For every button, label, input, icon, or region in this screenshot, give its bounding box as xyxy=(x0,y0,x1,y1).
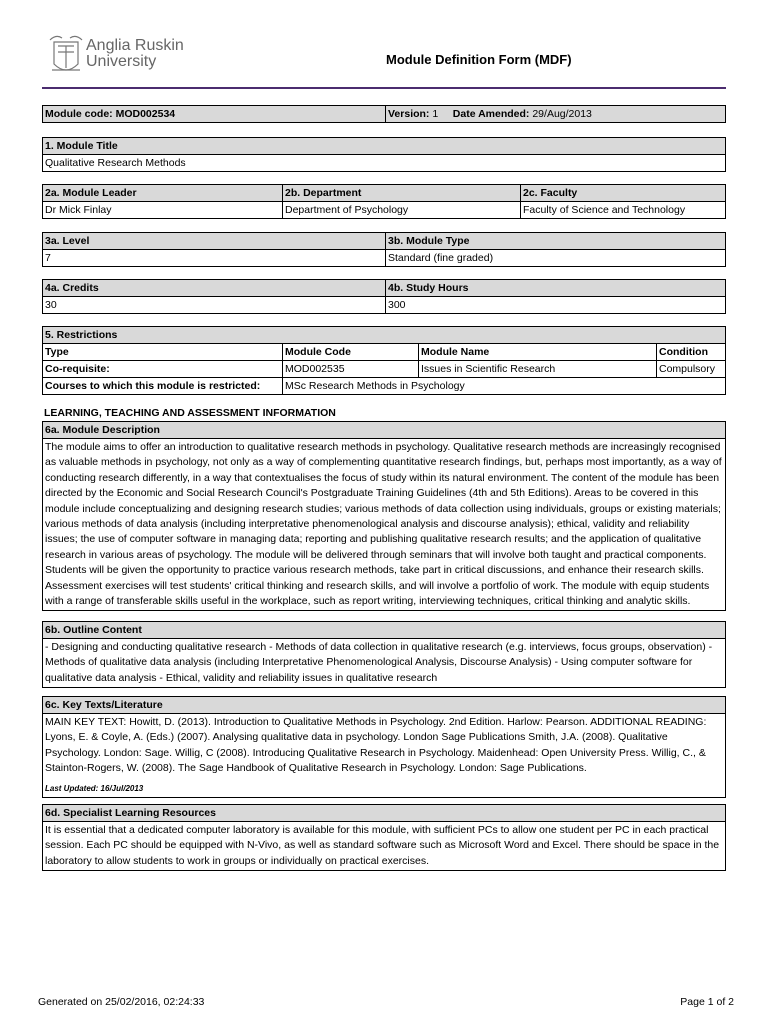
level-value: 7 xyxy=(43,250,386,267)
module-type-label: 3b. Module Type xyxy=(386,233,726,250)
module-description-label: 6a. Module Description xyxy=(43,422,726,439)
module-title-label: 1. Module Title xyxy=(43,138,726,155)
study-hours-value: 300 xyxy=(386,297,726,314)
module-meta-table xyxy=(42,105,726,123)
key-texts-cell xyxy=(43,714,726,798)
level-label: 3a. Level xyxy=(43,233,386,250)
credits-value: 30 xyxy=(43,297,386,314)
row2-value: MSc Research Methods in Psychology xyxy=(283,378,726,395)
restrictions-table xyxy=(42,326,726,395)
module-title-value: Qualitative Research Methods xyxy=(43,155,726,172)
title-divider xyxy=(42,87,726,89)
restrictions-label: 5. Restrictions xyxy=(43,327,726,344)
col-module-code: Module Code xyxy=(283,344,419,361)
row2-type: Courses to which this module is restricted: xyxy=(43,378,283,395)
date-amended-label: Date Amended: xyxy=(452,108,530,120)
module-leader-value: Dr Mick Finlay xyxy=(43,202,283,219)
row1-condition: Compulsory xyxy=(657,361,726,378)
version-value: 1 xyxy=(432,108,439,120)
row1-name: Issues in Scientific Research xyxy=(419,361,657,378)
leader-dept-faculty-table xyxy=(42,184,726,219)
learning-resources-text: It is essential that a dedicated computer laboratory is available for this module, with sufficient PCs to allow one student per PC in each practical session. Each PC should be equipped with N-Vivo, as well as standard software such as Microsoft Word and Excel. There should be space in the laboratory to allow students to work in groups or individually on practical exercises. xyxy=(43,822,726,871)
last-updated: Last Updated: 16/Jul/2013 xyxy=(45,783,144,793)
learning-resources-label: 6d. Specialist Learning Resources xyxy=(43,805,726,822)
department-label: 2b. Department xyxy=(283,185,521,202)
logo-line-2: University xyxy=(86,53,157,70)
row1-type: Co-requisite: xyxy=(43,361,283,378)
module-type-value: Standard (fine graded) xyxy=(386,250,726,267)
module-description-table xyxy=(42,421,726,611)
col-type: Type xyxy=(43,344,283,361)
university-name xyxy=(86,38,184,70)
col-condition: Condition xyxy=(657,344,726,361)
page-number: Page 1 of 2 xyxy=(680,996,734,1008)
outline-content-label: 6b. Outline Content xyxy=(43,622,726,639)
outline-content-text: - Designing and conducting qualitative research - Methods of data collection in qualitative research (e.g. interviews, focus groups, observation) - Methods of qualitative data analysis (including Interpretative Phenomenological Analysis, Discourse Analysis) - Using computer software for qualitative data analysis - Ethical, validity and reliability issues in qualitative research xyxy=(43,639,726,688)
department-value: Department of Psychology xyxy=(283,202,521,219)
version-date-cell xyxy=(386,106,726,123)
credits-hours-table xyxy=(42,279,726,314)
level-type-table xyxy=(42,232,726,267)
learning-resources-table xyxy=(42,804,726,871)
credits-label: 4a. Credits xyxy=(43,280,386,297)
logo-line-1: Anglia Ruskin xyxy=(86,37,184,54)
version-label: Version: xyxy=(388,108,430,120)
generated-timestamp: Generated on 25/02/2016, 02:24:33 xyxy=(38,996,205,1008)
module-leader-label: 2a. Module Leader xyxy=(43,185,283,202)
lta-heading: LEARNING, TEACHING AND ASSESSMENT INFORMATION xyxy=(44,407,336,419)
col-module-name: Module Name xyxy=(419,344,657,361)
key-texts-table xyxy=(42,696,726,798)
module-description-text: The module aims to offer an introduction to qualitative research methods in psychology. Qualitative research methods are increasingly recognised as valuable methods in psychology, not only as a way of complementing quantitative research findings, but, perhaps most importantly, as a way of conducting research differently, in a way that contextualises the focus of study within its natural environment. The content of the module has been directed by the Economic and Social Research Council's Postgraduate Training Guidelines (4th and 5th Editions). Areas to be covered in this module include conceptualizing and designing research studies; various methods of data collection using individuals, groups or existing materials; various methods of data analysis (including interpretative phenomenological analysis and discourse analysis); ethical, validity and reliability issues; the use of computer software in managing data; reporting and publishing qualitative research results; and the application of qualitative research in various areas of psychology. The module will be delivered through seminars that will involve both taught and practical components. Students will be given the opportunity to practice various research methods, take part in critical discussions, and enhance their research skills. Assessment exercises will test students' critical thinking and research skills, and will involve a portfolio of work. The module with equip students with a range of transferable skills useful in the workplace, such as report writing, interviewing techniques, critical thinking and analytic skills. xyxy=(43,439,726,611)
faculty-label: 2c. Faculty xyxy=(521,185,726,202)
key-texts-text: MAIN KEY TEXT: Howitt, D. (2013). Introduction to Qualitative Methods in Psychology. 2nd Edition. Harlow: Pearson. ADDITIONAL READING: Lyons, E. & Coyle, A. (Eds.) (2007). Analysing qualitative data in psychology. London Sage Publications Smith, J.A. (2008). Qualitative Psychology. London: Sage. Willig, C (2008). Introducing Qualitative Research in Psychology. Maidenhead: Open University Press. Willig, C., & Stainton-Rogers, W. (2008). The Sage Handbook of Qualitative Research in Psychology. London: Sage Publications. xyxy=(45,716,707,775)
date-amended-value: 29/Aug/2013 xyxy=(532,108,592,120)
key-texts-label: 6c. Key Texts/Literature xyxy=(43,697,726,714)
faculty-value: Faculty of Science and Technology xyxy=(521,202,726,219)
outline-content-table xyxy=(42,621,726,688)
row1-code: MOD002535 xyxy=(283,361,419,378)
module-title-table xyxy=(42,137,726,172)
study-hours-label: 4b. Study Hours xyxy=(386,280,726,297)
module-code: Module code: MOD002534 xyxy=(43,106,386,123)
document-title: Module Definition Form (MDF) xyxy=(386,52,572,67)
